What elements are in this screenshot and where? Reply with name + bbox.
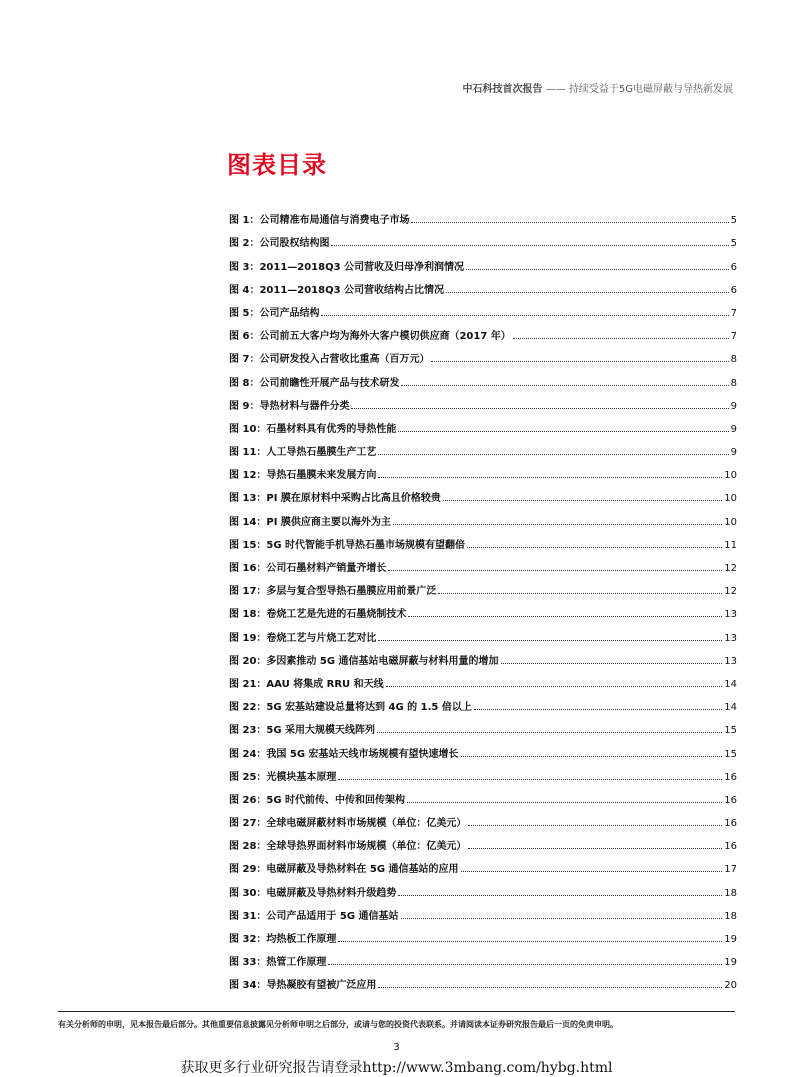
toc-dot-leader: [468, 848, 722, 849]
toc-entry-page: 16: [724, 841, 737, 853]
toc-dot-leader: [443, 500, 722, 501]
toc-entry-page: 10: [724, 516, 737, 528]
toc-entry-page: 7: [730, 331, 737, 343]
toc-entry[interactable]: [229, 273, 737, 296]
toc-entry-label: 图 5：公司产品结构: [229, 307, 320, 319]
toc-dot-leader: [461, 871, 723, 872]
toc-entry[interactable]: [229, 319, 737, 342]
toc-dot-leader: [401, 918, 723, 919]
toc-dot-leader: [401, 385, 728, 386]
toc-entry-label: 图 2：公司股权结构图: [229, 238, 330, 250]
toc-dot-leader: [398, 895, 722, 896]
toc-entry-page: 9: [730, 423, 737, 435]
toc-entry-label: 图 31：公司产品适用于 5G 通信基站: [229, 910, 399, 922]
toc-entry-page: 16: [724, 771, 737, 783]
toc-entry[interactable]: [229, 597, 737, 620]
toc-entry-page: 13: [724, 655, 737, 667]
toc-entry-label: 图 27：全球电磁屏蔽材料市场规模（单位：亿美元）: [229, 818, 467, 830]
toc-entry[interactable]: [229, 806, 737, 829]
toc-entry-page: 5: [730, 238, 737, 250]
toc-entry-label: 图 1：公司精准布局通信与消费电子市场: [229, 215, 410, 227]
toc-entry-label: 图 13：PI 膜在原材料中采购占比高且价格较贵: [229, 493, 441, 505]
toc-entry[interactable]: [229, 574, 737, 597]
toc-entry[interactable]: [229, 922, 737, 945]
toc-entry-page: 15: [724, 725, 737, 737]
toc-entry[interactable]: [229, 783, 737, 806]
toc-entry-page: 7: [730, 307, 737, 319]
toc-dot-leader: [338, 779, 722, 780]
toc-entry[interactable]: [229, 481, 737, 504]
toc-entry[interactable]: [229, 760, 737, 783]
toc-entry-label: 图 14：PI 膜供应商主要以海外为主: [229, 516, 391, 528]
toc-entry-label: 图 24：我国 5G 宏基站天线市场规模有望快速增长: [229, 748, 459, 760]
toc-entry-page: 9: [730, 447, 737, 459]
toc-entry-label: 图 18：卷烧工艺是先进的石墨烧制技术: [229, 609, 407, 621]
toc-dot-leader: [408, 616, 722, 617]
toc-entry[interactable]: [229, 713, 737, 736]
footer-divider: [58, 1011, 735, 1012]
toc-entry[interactable]: [229, 389, 737, 412]
toc-entry[interactable]: [229, 203, 737, 226]
toc-dot-leader: [513, 338, 729, 339]
toc-entry-page: 8: [730, 354, 737, 366]
toc-dot-leader: [388, 570, 722, 571]
toc-entry-label: 图 7：公司研发投入占营收比重高（百万元）: [229, 354, 430, 366]
toc-entry[interactable]: [229, 644, 737, 667]
toc-entry-label: 图 9：导热材料与器件分类: [229, 400, 350, 412]
toc-entry-label: 图 32：均热板工作原理: [229, 934, 337, 945]
toc-entry-label: 图 10：石墨材料具有优秀的导热性能: [229, 423, 397, 435]
toc-entry-page: 6: [730, 284, 737, 296]
toc-dot-leader: [321, 315, 728, 316]
toc-entry-page: 5: [730, 215, 737, 227]
toc-entry-page: 10: [724, 493, 737, 505]
toc-entry-label: 图 34：导热凝胶有望被广泛应用: [229, 980, 377, 992]
toc-dot-leader: [398, 431, 728, 432]
toc-entry[interactable]: [229, 852, 737, 875]
disclaimer-text: 有关分析师的申明，见本报告最后部分。其他重要信息披露见分析师申明之后部分，或请与您的投资代表联系。并请阅读本证券研究报告最后一页的免责申明。: [58, 1020, 618, 1029]
toc-dot-leader: [474, 709, 722, 710]
toc-entry-page: 6: [730, 261, 737, 273]
toc-entry-label: 图 4：2011—2018Q3 公司营收结构占比情况: [229, 284, 445, 296]
toc-dot-leader: [328, 964, 722, 965]
toc-dot-leader: [431, 361, 728, 362]
toc-entry[interactable]: [229, 690, 737, 713]
toc-entry-page: 15: [724, 748, 737, 760]
toc-entry-page: 8: [730, 377, 737, 389]
toc-entry-label: 图 23：5G 采用大规模天线阵列: [229, 725, 376, 737]
toc-entry[interactable]: [229, 412, 737, 435]
toc-dot-leader: [378, 640, 722, 641]
toc-entry-label: 图 26：5G 时代前传、中传和回传架构: [229, 794, 406, 806]
toc-entry-page: 14: [724, 702, 737, 714]
toc-entry-label: 图 28：全球导热界面材料市场规模（单位：亿美元）: [229, 841, 467, 853]
toc-entry-label: 图 20：多因素推动 5G 通信基站电磁屏蔽与材料用量的增加: [229, 655, 499, 667]
toc-entry[interactable]: [229, 551, 737, 574]
toc-entry[interactable]: [229, 365, 737, 388]
toc-entry-page: 19: [724, 957, 737, 969]
toc-dot-leader: [466, 269, 729, 270]
toc-entry-page: 16: [724, 818, 737, 830]
running-header: [463, 80, 734, 95]
toc-entry-label: 图 8：公司前瞻性开展产品与技术研发: [229, 377, 400, 389]
toc-entry-page: 17: [724, 864, 737, 876]
toc-dot-leader: [461, 756, 723, 757]
toc-dot-leader: [378, 477, 722, 478]
toc-entry[interactable]: [229, 875, 737, 898]
toc-entry-label: 图 21：AAU 将集成 RRU 和天线: [229, 678, 384, 690]
toc-entry-page: 18: [724, 887, 737, 899]
toc-dot-leader: [438, 593, 722, 594]
toc-entry[interactable]: [229, 667, 737, 690]
toc-entry-label: 图 17：多层与复合型导热石墨膜应用前景广泛: [229, 586, 437, 598]
toc-entry-label: 图 6：公司前五大客户均为海外大客户模切供应商（2017 年）: [229, 331, 511, 343]
toc-entry-page: 18: [724, 910, 737, 922]
toc-entry-page: 12: [724, 563, 737, 574]
toc-dot-leader: [378, 987, 722, 988]
toc-entry-page: 20: [724, 980, 737, 992]
toc-dot-leader: [446, 292, 729, 293]
toc-entry-page: 9: [730, 400, 737, 412]
toc-entry-label: 图 30：电磁屏蔽及导热材料升级趋势: [229, 887, 397, 899]
toc-entry-page: 16: [724, 794, 737, 806]
toc-dot-leader: [386, 686, 723, 687]
toc-dot-leader: [407, 802, 722, 803]
header-subtitle: 持续受益于5G电磁屏蔽与导热新发展: [568, 84, 733, 95]
toc-dot-leader: [338, 941, 722, 942]
toc-entry[interactable]: [229, 829, 737, 852]
toc-entry[interactable]: [229, 296, 737, 319]
toc-entry-page: 13: [724, 609, 737, 621]
toc-entry-page: 13: [724, 632, 737, 644]
toc-entry-label: 图 16：公司石墨材料产销量齐增长: [229, 563, 387, 574]
toc-entry[interactable]: [229, 226, 737, 249]
page-number: 3: [393, 1042, 400, 1053]
toc-dot-leader: [411, 222, 728, 223]
toc-entry[interactable]: [229, 342, 737, 365]
toc-entry-label: 图 29：电磁屏蔽及导热材料在 5G 通信基站的应用: [229, 864, 459, 876]
toc-entry[interactable]: [229, 249, 737, 272]
toc-entry[interactable]: [229, 528, 737, 551]
toc-entry-page: 11: [724, 539, 737, 551]
toc-entry[interactable]: [229, 435, 737, 458]
toc-dot-leader: [393, 524, 722, 525]
toc-dot-leader: [377, 732, 722, 733]
toc-entry-label: 图 33：热管工作原理: [229, 957, 327, 969]
toc-dot-leader: [501, 663, 723, 664]
toc-dot-leader: [467, 547, 722, 548]
toc-entry-page: 12: [724, 586, 737, 598]
toc-entry[interactable]: [229, 620, 737, 643]
toc-entry[interactable]: [229, 736, 737, 759]
toc-entry-label: 图 12：导热石墨膜未来发展方向: [229, 470, 377, 482]
toc-entry[interactable]: [229, 968, 737, 991]
toc-entry-page: 14: [724, 678, 737, 690]
toc-entry-page: 19: [724, 934, 737, 945]
toc-entry-page: 10: [724, 470, 737, 482]
table-of-figures: [229, 203, 737, 991]
toc-entry[interactable]: [229, 945, 737, 968]
toc-dot-leader: [331, 245, 728, 246]
header-separator: ——: [545, 84, 566, 95]
toc-entry-label: 图 3：2011—2018Q3 公司营收及归母净利润情况: [229, 261, 465, 273]
watermark-link[interactable]: 获取更多行业研究报告请登录http://www.3mbang.com/hybg.html: [180, 1060, 613, 1076]
toc-entry-label: 图 22：5G 宏基站建设总量将达到 4G 的 1.5 倍以上: [229, 702, 472, 714]
toc-entry-label: 图 15：5G 时代智能手机导热石墨市场规模有望翻倍: [229, 539, 466, 551]
toc-entry[interactable]: [229, 899, 737, 922]
toc-entry[interactable]: [229, 504, 737, 527]
header-company: 中石科技首次报告: [462, 84, 543, 95]
toc-dot-leader: [468, 825, 722, 826]
toc-dot-leader: [378, 454, 728, 455]
toc-dot-leader: [351, 408, 728, 409]
toc-entry-label: 图 11：人工导热石墨膜生产工艺: [229, 447, 377, 459]
toc-entry[interactable]: [229, 458, 737, 481]
toc-entry-label: 图 19：卷烧工艺与片烧工艺对比: [229, 632, 377, 644]
page-title: 图表目录: [227, 151, 327, 179]
toc-entry-label: 图 25：光模块基本原理: [229, 771, 337, 783]
